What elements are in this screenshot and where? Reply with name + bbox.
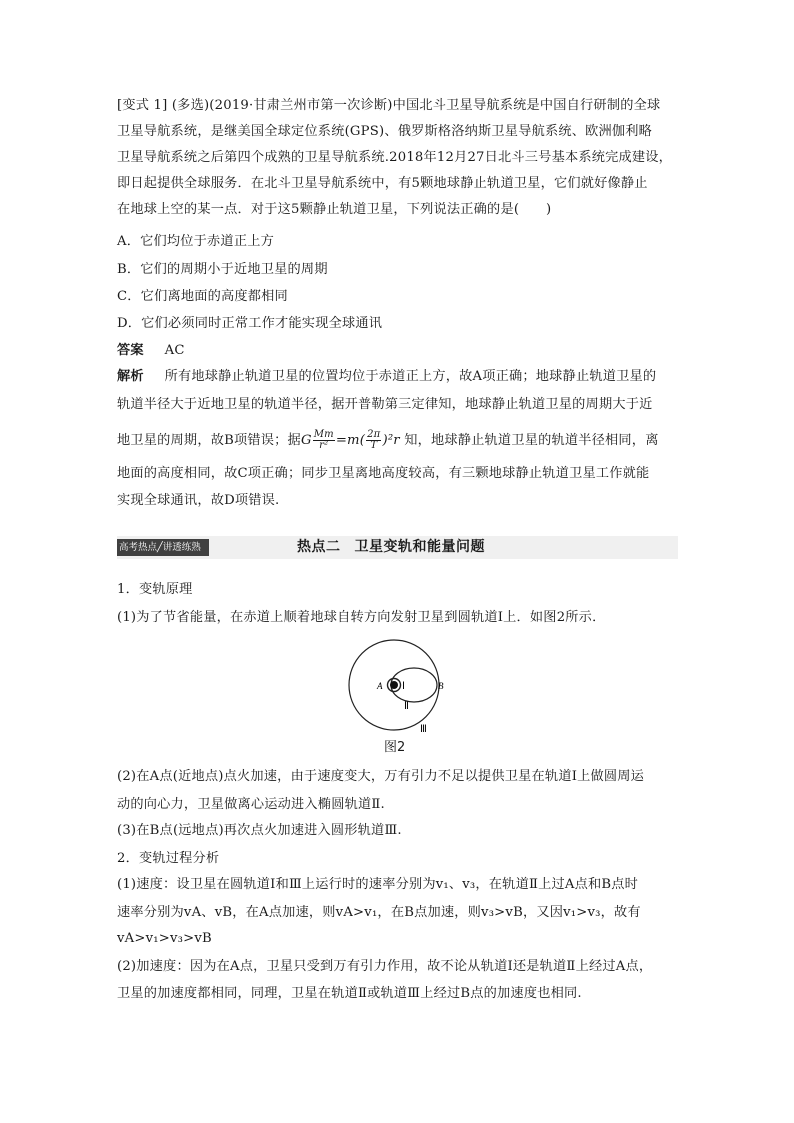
- section-tag: 高考热点╱讲透练熟: [117, 539, 209, 556]
- section-title-text: 卫星变轨和能量问题: [354, 539, 485, 555]
- answer-value: AC: [164, 343, 185, 358]
- label-orbit-i: Ⅰ: [402, 681, 405, 692]
- formula-tail: )²r: [382, 433, 400, 448]
- paragraph-1: (1)为了节省能量，在赤道上顺着地球自转方向发射卫星到圆轨道Ⅰ上．如图2所示．: [117, 610, 606, 625]
- analysis-line-3: [117, 428, 677, 454]
- analysis-text-1: 所有地球静止轨道卫星的位置均位于赤道正上方，故A项正确；地球静止轨道卫星的: [164, 369, 657, 384]
- heading-2: 2．变轨过程分析: [117, 851, 220, 866]
- paragraph-4-line-1: (1)速度：设卫星在圆轨道Ⅰ和Ⅲ上运行时的速率分别为v₁、v₃，在轨道Ⅱ上过A点和B点时: [117, 877, 639, 892]
- formula-fraction-2: [366, 430, 381, 451]
- paragraph-2-line-2: 动的向心力，卫星做离心运动进入椭圆轨道Ⅱ.: [117, 797, 385, 812]
- option-a: A．它们均位于赤道正上方: [117, 234, 274, 249]
- analysis-line-3-post: 知，地球静止轨道卫星的轨道半径相同，离: [404, 433, 659, 448]
- formula-num-2: 2π: [367, 429, 381, 440]
- paragraph-3: (3)在B点(远地点)再次点火加速进入圆形轨道Ⅲ.: [117, 823, 402, 838]
- problem-line-4: 即日起提供全球服务．在北斗卫星导航系统中，有5颗地球静止轨道卫星，它们就好像静止: [117, 176, 648, 191]
- analysis-line-1: [117, 368, 677, 386]
- problem-line-3: 卫星导航系统之后第四个成熟的卫星导航系统.2018年12月27日北斗三号基本系统完成建设，: [117, 150, 673, 165]
- option-b: B．它们的周期小于近地卫星的周期: [117, 262, 328, 277]
- paragraph-5-line-1: (2)加速度：因为在A点，卫星只受到万有引力作用，故不论从轨道Ⅰ还是轨道Ⅱ上经过A点，: [117, 959, 653, 974]
- section-header-bar: [117, 536, 678, 559]
- label-b: B: [438, 681, 444, 691]
- paragraph-4-line-3: vA>v₁>v₃>vB: [117, 931, 212, 946]
- section-title: [297, 536, 485, 559]
- problem-line-5: 在地球上空的某一点．对于这5颗静止轨道卫星，下列说法正确的是( ): [117, 202, 552, 217]
- heading-1: 1．变轨原理: [117, 582, 193, 597]
- analysis-line-5: 实现全球通讯，故D项错误.: [117, 493, 280, 508]
- paragraph-5-line-2: 卫星的加速度都相同，同理，卫星在轨道Ⅱ或轨道Ⅲ上经过B点的加速度也相同.: [117, 986, 582, 1001]
- analysis-line-2: 轨道半径大于近地卫星的轨道半径，据开普勒第三定律知，地球静止轨道卫星的周期大于近: [117, 397, 653, 412]
- earth-dot: [390, 681, 398, 689]
- answer-label: 答案: [117, 343, 144, 358]
- analysis-line-4: 地面的高度相同，故C项正确；同步卫星离地高度较高，有三颗地球静止轨道卫星工作就能: [117, 466, 650, 481]
- label-orbit-ii: Ⅱ: [404, 701, 409, 712]
- problem-line-1: [变式 1] (多选)(2019·甘肃兰州市第一次诊断)中国北斗卫星导航系统是中国自行研制的全球: [117, 98, 661, 113]
- analysis-line-3-pre: 地卫星的周期，故B项错误；据: [117, 433, 301, 448]
- option-c: C．它们离地面的高度都相同: [117, 289, 288, 304]
- paragraph-4-line-2: 速率分别为vA、vB，在A点加速，则vA>v₁，在B点加速，则v₃>vB，又因v₁>v₃，故有: [117, 905, 641, 920]
- paragraph-2-line-1: (2)在A点(近地点)点火加速，由于速度变大，万有引力不足以提供卫星在轨道Ⅰ上做圆周运: [117, 769, 645, 784]
- orbit-diagram: [346, 637, 446, 737]
- formula-eq: =m(: [335, 433, 366, 448]
- figure-caption: 图2: [384, 740, 406, 755]
- formula-den-2: T: [370, 440, 378, 451]
- formula-num-1: Mm: [313, 429, 334, 440]
- section-number: 热点二: [297, 539, 341, 555]
- option-d: D．它们必须同时正常工作才能实现全球通讯: [117, 316, 383, 331]
- analysis-label: 解析: [117, 369, 144, 384]
- formula-fraction-1: [313, 430, 335, 451]
- label-a: A: [377, 681, 383, 691]
- formula-g: G: [300, 433, 312, 448]
- answer-line: [117, 342, 677, 360]
- label-orbit-iii: Ⅲ: [420, 724, 427, 735]
- problem-line-2: 卫星导航系统，是继美国全球定位系统(GPS)、俄罗斯格洛纳斯卫星导航系统、欧洲伽利略: [117, 124, 653, 139]
- formula-den-1: r²: [319, 440, 329, 451]
